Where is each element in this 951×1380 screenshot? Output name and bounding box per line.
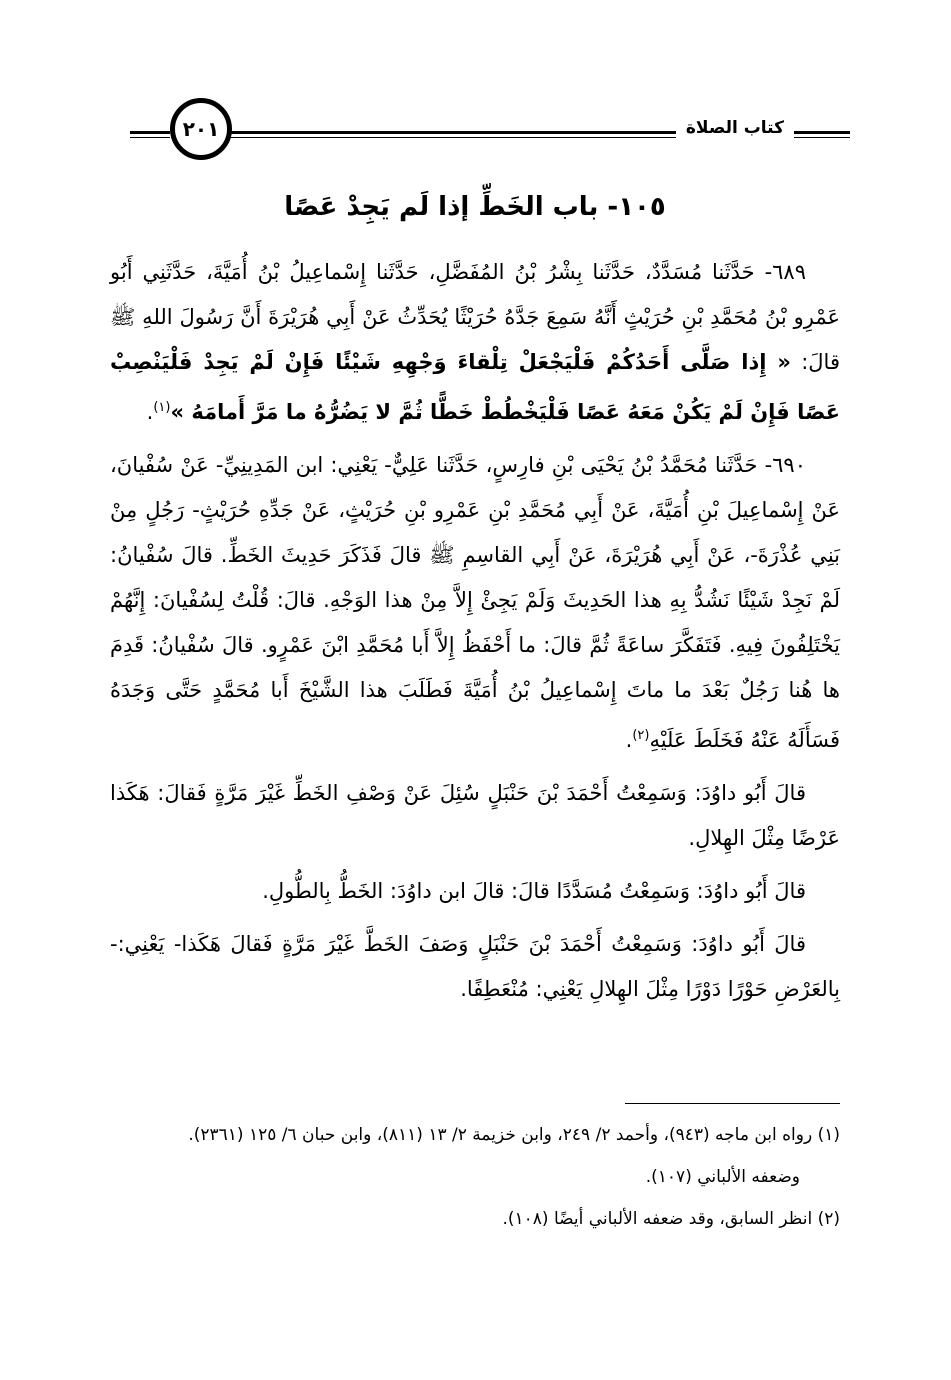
footnote-ref-2[interactable]: (٢) <box>632 728 650 743</box>
footnote-1: (١) رواه ابن ماجه (٩٤٣)، وأحمد ٢/ ٢٤٩، وابن خزيمة ٢/ ١٣ (٨١١)، وابن حبان ٦/ ١٢٥ (٢٣٦١). <box>188 1125 840 1145</box>
footnotes <box>110 1103 840 1244</box>
running-title: كتاب الصلاة <box>676 118 794 138</box>
hadith-690-end: . <box>625 728 633 752</box>
footnote-separator <box>625 1103 840 1104</box>
page-number: ٢٠١ <box>170 98 232 160</box>
abu-dawud-note-1: قالَ أَبُو داوُدَ: وَسَمِعْتُ أَحْمَدَ بْنَ حَنْبَلٍ سُئِلَ عَنْ وَصْفِ الخَطِّ غَيْرَ مَرَّةٍ فَقالَ: هَكَذا عَرْضًا مِثْلَ الهِلالِ. <box>110 781 840 850</box>
footnote-ref-1[interactable]: (١) <box>153 400 171 415</box>
chapter-heading: ١٠٥- باب الخَطِّ إذا لَم يَجِدْ عَصًا <box>284 192 666 222</box>
header-rule-left-thin <box>130 137 170 138</box>
hadith-689-isnad: ٦٨٩- حَدَّثَنا مُسَدَّدٌ، حَدَّثَنا بِشْرُ بْنُ المُفَضَّلِ، حَدَّثَنا إِسْماعِيلُ بْنُ أُمَيَّةَ، حَدَّثَنِي أَبُو عَمْرِو بْنُ مُحَمَّدِ بْنِ حُرَيْثٍ أَنَّهُ سَمِعَ جَدَّهُ حُرَيْثًا يُحَدِّثُ عَنْ أَبِي هُرَيْرَةَ أَنَّ رَسُولَ اللهِ ﷺ قالَ: <box>110 260 840 374</box>
footnote-1-continued: وضعفه الألباني (١٠٧). <box>645 1167 800 1187</box>
footnote-2: (٢) انظر السابق، وقد ضعفه الألباني أيضًا (١٠٨). <box>502 1209 840 1229</box>
header-rule-tail <box>804 131 850 134</box>
header-rule-left <box>130 131 170 134</box>
hadith-689-matn: « إِذا صَلَّى أَحَدُكُمْ فَلْيَجْعَلْ تِلْقاءَ وَجْهِهِ شَيْئًا فَإِنْ لَمْ يَجِدْ فَلْيَنْصِبْ عَصًا فَإِنْ لَمْ يَكُنْ مَعَهُ عَصًا فَلْيَخْطُطْ خَطًّا ثُمَّ لا يَضُرُّهُ ما مَرَّ أَمامَهُ » <box>110 350 840 424</box>
hadith-690-text: ٦٩٠- حَدَّثَنا مُحَمَّدُ بْنُ يَحْيَى بْنِ فارِسٍ، حَدَّثَنا عَلِيٌّ- يَعْنِي: ابن المَدِينِيِّ- عَنْ سُفْيانَ، عَنْ إِسْماعِيلَ بْنِ أُمَيَّةَ، عَنْ أَبِي مُحَمَّدِ بْنِ عَمْرِو بْنِ حُرَيْثٍ، عَنْ جَدِّهِ حُرَيْثٍ- رَجُلٍ مِنْ بَنِي عُذْرَةَ-، عَنْ أَبِي هُرَيْرَةَ، عَنْ أَبِي القاسِمِ ﷺ قالَ فَذَكَرَ حَدِيثَ الخَطِّ. قالَ سُفْيانُ: لَمْ نَجِدْ شَيْئًا نَشُدُّ بِهِ هذا الحَدِيثَ وَلَمْ يَجِئْ إِلاَّ مِنْ هذا الوَجْهِ. قالَ: قُلْتُ لِسُفْيانَ: إِنَّهُمْ يَخْتَلِفُونَ فِيهِ. فَتَفَكَّرَ ساعَةً ثُمَّ قالَ: ما أَحْفَظُ إِلاَّ أَبا مُحَمَّدِ ابْنَ عَمْرٍو. قالَ سُفْيانُ: قَدِمَ ها هُنا رَجُلٌ بَعْدَ ما ماتَ إِسْماعِيلُ بْنُ أُمَيَّةَ فَطَلَبَ هذا الشَّيْخَ أَبا مُحَمَّدٍ حَتَّى وَجَدَهُ فَسَأَلَهُ عَنْهُ فَخَلَطَ عَلَيْهِ <box>110 453 840 752</box>
hadith-689-end: . <box>146 400 154 424</box>
hadith-689 <box>110 250 840 435</box>
abu-dawud-note-2: قالَ أَبُو داوُدَ: وَسَمِعْتُ مُسَدَّدًا قالَ: قالَ ابن داوُدَ: الخَطُّ بِالطُّولِ. <box>262 879 806 903</box>
hadith-690 <box>110 443 840 763</box>
page-header <box>130 98 850 168</box>
abu-dawud-note-3: قالَ أَبُو داوُدَ: وَسَمِعْتُ أَحْمَدَ بْنَ حَنْبَلٍ وَصَفَ الخَطَّ غَيْرَ مَرَّةٍ فَقالَ هَكَذا- يَعْنِي:- بِالعَرْضِ حَوْرًا دَوْرًا مِثْلَ الهِلالِ يَعْنِي: مُنْعَطِفًا. <box>110 932 840 1001</box>
main-text <box>110 192 840 1020</box>
